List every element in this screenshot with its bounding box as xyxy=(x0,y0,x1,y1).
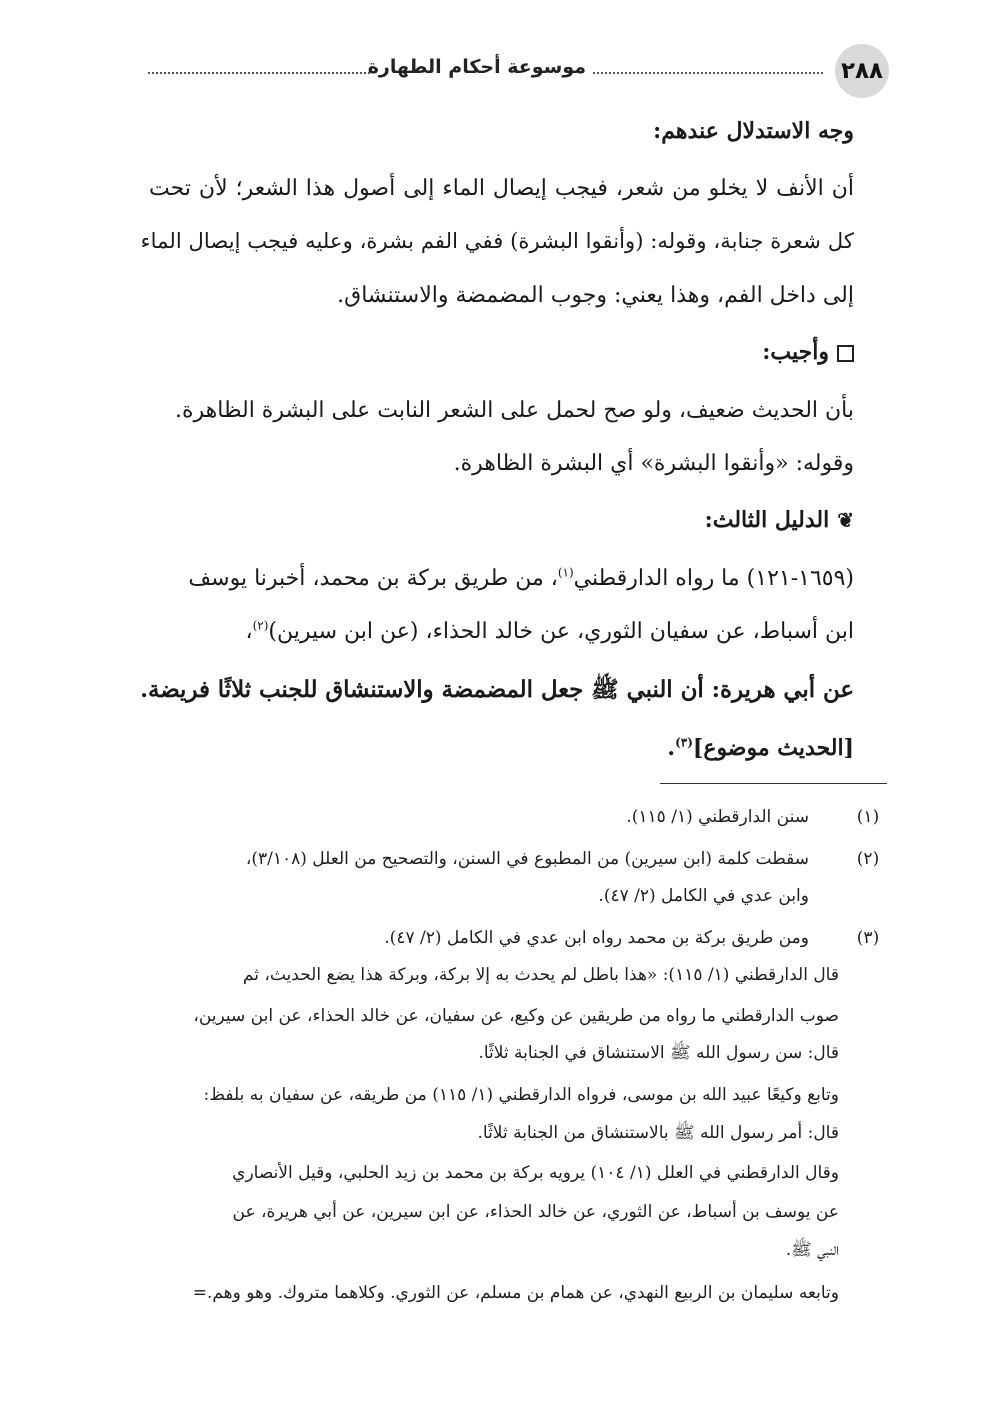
body-line: بأن الحديث ضعيف، ولو صح لحمل على الشعر النابت على البشرة الظاهرة. xyxy=(174,398,854,423)
footnote-line: النبي ﷺ. xyxy=(785,1240,839,1260)
header-dotted-line-right xyxy=(593,72,823,74)
page-number-badge: ٢٨٨ xyxy=(835,44,889,98)
footnote-line: وابن عدي في الكامل (٢/ ٤٧). xyxy=(598,886,809,906)
hadith-grading xyxy=(667,733,854,763)
footnote-line: ومن طريق بركة بن محمد رواه ابن عدي في الكامل (٢/ ٤٧). xyxy=(384,928,809,948)
third-evidence-heading xyxy=(705,505,854,535)
footnote-line: قال الدارقطني (١/ ١١٥): «هذا باطل لم يحدث به إلا بركة، وبركة هذا يضع الحديث، ثم xyxy=(242,965,839,985)
third-evidence-label: الدليل الثالث: xyxy=(704,507,830,533)
footnote-line: سنن الدارقطني (١/ ١١٥). xyxy=(626,807,809,827)
leaf-ornament-icon: ❦ xyxy=(837,508,854,532)
footnote-line: سقطت كلمة (ابن سيرين) من المطبوع في السنن، والتصحيح من العلل (٣/١٠٨)، xyxy=(245,849,809,869)
punctuation: . xyxy=(667,735,676,761)
hadith-chain-text: ، من طريق بركة بن محمد، أخبرنا يوسف xyxy=(188,566,558,591)
square-box-icon xyxy=(837,345,854,362)
body-line: كل شعرة جنابة، وقوله: (وأنقوا البشرة) ففي الفم بشرة، وعليه فيجب إيصال الماء xyxy=(140,229,854,254)
footnote-line: وتابعه سليمان بن الربيع النهدي، عن همام بن مسلم، عن الثوري. وكلاهما متروك. وهو وهم.= xyxy=(192,1283,839,1303)
hadith-chain-text: ابن أسباط، عن سفيان الثوري، عن خالد الحذاء، (عن ابن سيرين) xyxy=(268,619,854,644)
footnote-number: (١) xyxy=(856,807,880,827)
footnote-number: (٣) xyxy=(856,928,880,948)
punctuation: ، xyxy=(245,619,253,644)
footnote-separator xyxy=(660,783,887,784)
hadith-number-and-source: (١٦٥٩-١٢١) ما رواه الدارقطني xyxy=(573,566,854,591)
footnote-ref-1: (١) xyxy=(557,565,574,580)
grading-text: [الحديث موضوع] xyxy=(692,735,854,761)
footnote-ref-3: (٣) xyxy=(675,735,693,750)
footnote-line: عن يوسف بن أسباط، عن الثوري، عن خالد الحذاء، عن ابن سيرين، عن أبي هريرة، عن xyxy=(232,1202,839,1222)
hadith-chain-line-1 xyxy=(188,564,854,594)
body-line: وقوله: «وأنقوا البشرة» أي البشرة الظاهرة. xyxy=(453,451,854,476)
footnote-line: قال: سن رسول الله ﷺ الاستنشاق في الجنابة ثلاثًا. xyxy=(478,1043,839,1063)
hadith-text: عن أبي هريرة: أن النبي ﷺ جعل المضمضة والاستنشاق للجنب ثلاثًا فريضة. xyxy=(140,677,854,703)
hadith-chain-line-2 xyxy=(245,617,854,647)
header-dotted-line-left xyxy=(148,72,370,74)
footnote-line: صوب الدارقطني ما رواه من طريقين عن وكيع، عن سفيان، عن خالد الحذاء، عن ابن سيرين، xyxy=(193,1006,839,1026)
footnote-line: قال: أمر رسول الله ﷺ بالاستنشاق من الجنابة ثلاثًا. xyxy=(477,1123,839,1143)
footnote-ref-2: (٢) xyxy=(252,618,269,633)
body-line: إلى داخل الفم، وهذا يعني: وجوب المضمضة والاستنشاق. xyxy=(337,283,854,308)
section-heading-evidence-reasoning: وجه الاستدلال عندهم: xyxy=(653,118,854,144)
running-header-title: موسوعة أحكام الطهارة xyxy=(367,56,586,78)
body-line: أن الأنف لا يخلو من شعر، فيجب إيصال الماء إلى أصول هذا الشعر؛ لأن تحت xyxy=(149,176,854,201)
footnote-line: وتابع وكيعًا عبيد الله بن موسى، فرواه الدارقطني (١/ ١١٥) من طريقه، عن سفيان به بلفظ: xyxy=(203,1085,839,1105)
answer-heading xyxy=(762,337,854,367)
answer-heading-label: وأجيب: xyxy=(762,339,829,365)
footnote-line: وقال الدارقطني في العلل (١/ ١٠٤) يرويه بركة بن محمد بن زيد الحلبي، وقيل الأنصاري xyxy=(232,1163,839,1183)
footnote-number: (٢) xyxy=(856,849,880,869)
